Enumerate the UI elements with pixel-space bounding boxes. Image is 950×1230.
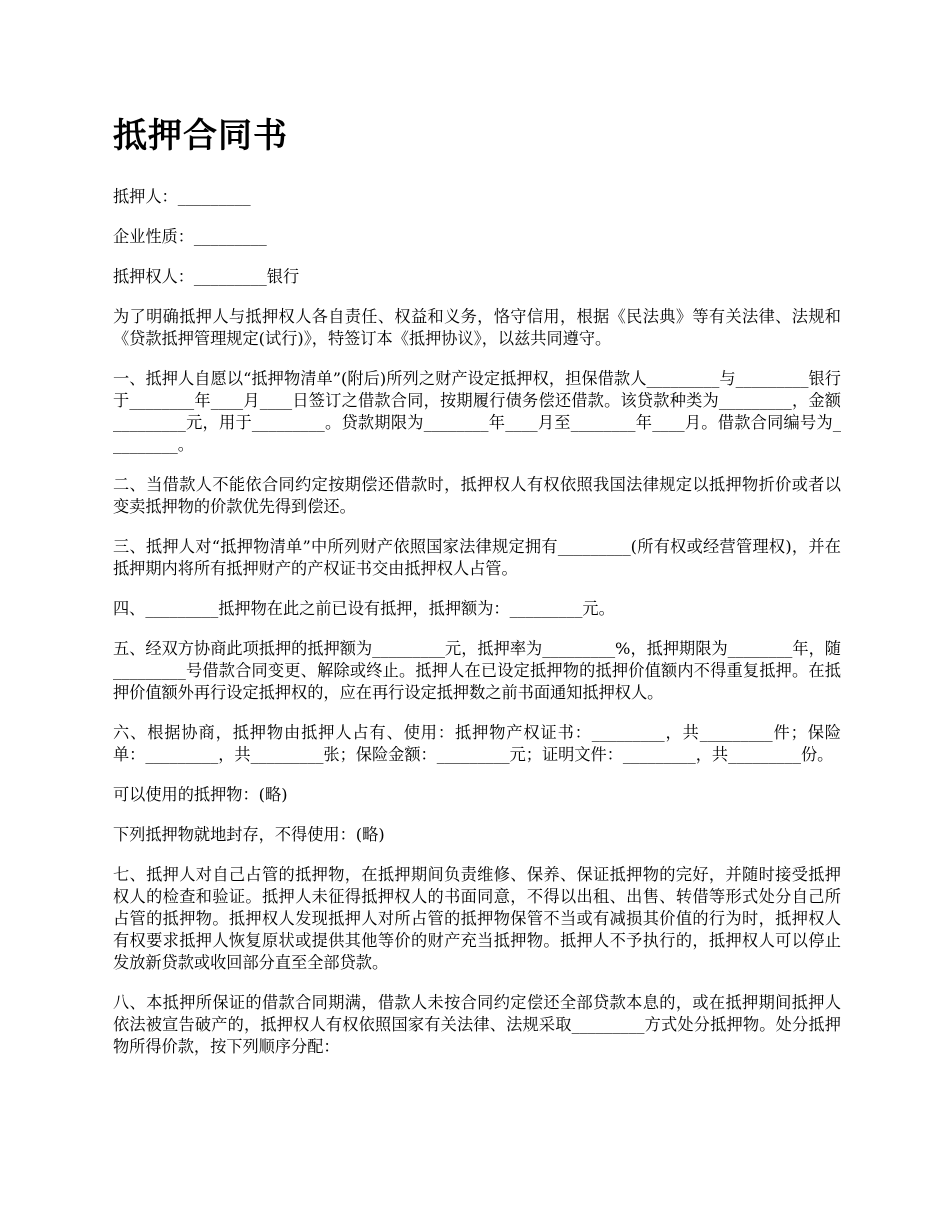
clause-8: 八、本抵押所保证的借款合同期满，借款人未按合同约定偿还全部贷款本息的，或在抵押期间抵押人依法被宣告破产的，抵押权人有权依照国家有关法律、法规采取_________方式处分抵押物。处分抵押物所得价款，按下列顺序分配： xyxy=(113,993,841,1056)
clause-2: 二、当借款人不能依合同约定按期偿还借款时，抵押权人有权依照我国法律规定以抵押物折价或者以变卖抵押物的价款优先得到偿还。 xyxy=(113,475,841,516)
preamble-paragraph: 为了明确抵押人与抵押权人各自责任、权益和义务，恪守信用，根据《民法典》等有关法律、法规和《贷款抵押管理规定(试行)》，特签订本《抵押协议》，以兹共同遵守。 xyxy=(113,307,841,348)
field-enterprise-nature: 企业性质：_________ xyxy=(113,227,267,246)
clause-6: 六、根据协商，抵押物由抵押人占有、使用：抵押物产权证书：_________，共_________件；保险单：_________，共_________张；保险金额：_________元；证明文件：_________，共_________份。 xyxy=(113,723,841,764)
sealed-collateral-note: 下列抵押物就地封存，不得使用：(略) xyxy=(113,825,385,844)
clause-7: 七、抵押人对自己占管的抵押物，在抵押期间负责维修、保养、保证抵押物的完好，并随时接受抵押权人的检查和验证。抵押人未征得抵押权人的书面同意，不得以出租、出售、转借等形式处分自己所占管的抵押物。抵押权人发现抵押人对所占管的抵押物保管不当或有减损其价值的行为时，抵押权人有权要求抵押人恢复原状或提供其他等价的财产充当抵押物。抵押人不予执行的，抵押权人可以停止发放新贷款或收回部分直至全部贷款。 xyxy=(113,865,841,972)
field-mortgagor: 抵押人：_________ xyxy=(113,187,251,206)
clause-5: 五、经双方协商此项抵押的抵押额为_________元，抵押率为_________%，抵押期限为________年，随_________号借款合同变更、解除或终止。抵押人在已设定抵押物的抵押价值额内不得重复抵押。在抵押价值额外再行设定抵押权的，应在再行设定抵押数之前书面通知抵押权人。 xyxy=(113,639,841,702)
field-mortgagee: 抵押权人：_________银行 xyxy=(113,267,300,286)
clause-1: 一、抵押人自愿以“抵押物清单”(附后)所列之财产设定抵押权，担保借款人_________与_________银行于________年____月____日签订之借款合同，按期履行债务偿还借款。该贷款种类为_________，金额_________元，用于_________。贷款期限为________年____月至________年____月。借款合同编号为_________。 xyxy=(113,369,841,454)
clause-4: 四、_________抵押物在此之前已设有抵押，抵押额为：_________元。 xyxy=(113,599,615,618)
document-title: 抵押合同书 xyxy=(113,116,288,156)
document-page xyxy=(113,112,841,1076)
usable-collateral-note: 可以使用的抵押物：(略) xyxy=(113,785,288,804)
clause-3: 三、抵押人对“抵押物清单”中所列财产依照国家法律规定拥有_________(所有权或经营管理权)，并在抵押期内将所有抵押财产的产权证书交由抵押权人占管。 xyxy=(113,537,841,578)
